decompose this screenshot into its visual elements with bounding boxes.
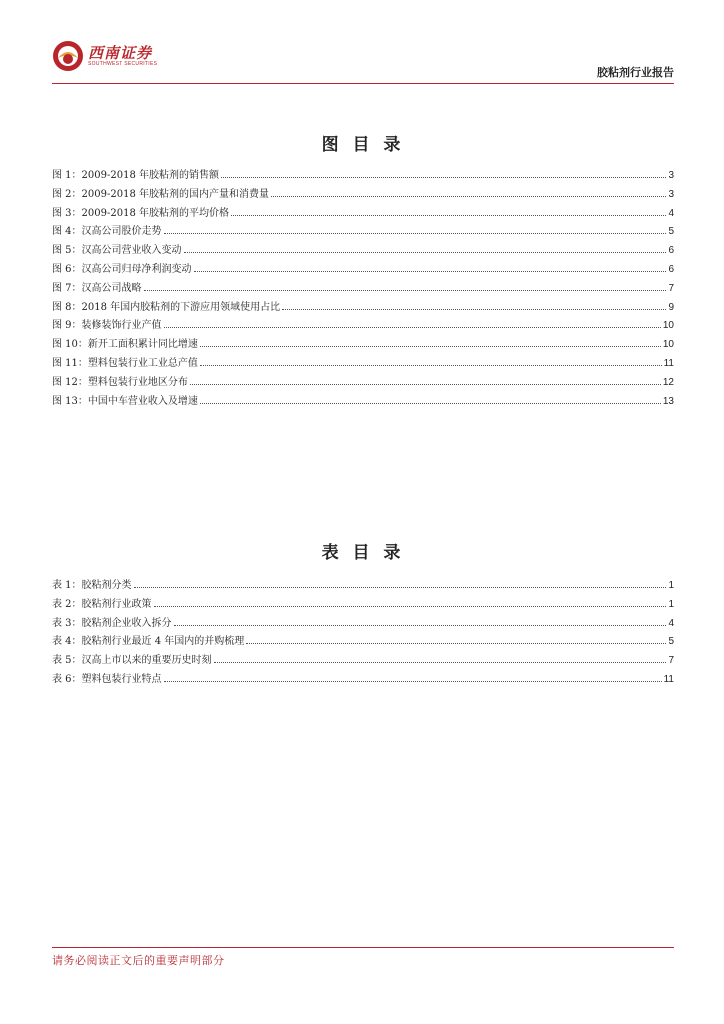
logo-chinese-name: 西南证券 [88, 43, 153, 62]
dot-leader [200, 345, 661, 347]
figure-toc-entry-page: 9 [668, 301, 674, 313]
table-toc-entry-label: 表 5：汉高上市以来的重要历史时刻 [52, 655, 212, 667]
figure-toc-entry-page: 3 [668, 188, 674, 200]
figure-toc-entry-page: 11 [663, 357, 674, 369]
figure-toc-entry[interactable] [52, 335, 674, 354]
figure-toc-entry-page: 10 [662, 339, 674, 351]
figure-toc-entry[interactable] [52, 241, 674, 260]
table-toc-entry-page: 7 [668, 655, 674, 667]
figure-toc-entry[interactable] [52, 354, 674, 373]
figure-toc-entry-label: 图 7：汉高公司战略 [52, 282, 142, 294]
table-toc-entry-page: 4 [668, 617, 674, 629]
figure-toc-entry-page: 12 [662, 376, 674, 388]
dot-leader [282, 308, 666, 310]
figure-toc-entry-label: 图 9：装修装饰行业产值 [52, 320, 162, 332]
figures-toc [52, 166, 674, 410]
figure-toc-entry-label: 图 3：2009-2018 年胶粘剂的平均价格 [52, 207, 229, 219]
dot-leader [214, 661, 667, 663]
figure-toc-entry[interactable] [52, 204, 674, 223]
figure-toc-entry-page: 4 [668, 207, 674, 219]
figure-toc-entry[interactable] [52, 392, 674, 411]
figure-toc-entry-page: 10 [662, 320, 674, 332]
table-toc-entry-page: 1 [668, 598, 674, 610]
figure-toc-entry[interactable] [52, 185, 674, 204]
dot-leader [190, 383, 661, 385]
figure-toc-entry-page: 7 [668, 282, 674, 294]
dot-leader [144, 289, 667, 291]
table-toc-entry-label: 表 3：胶粘剂企业收入拆分 [52, 617, 172, 629]
figure-toc-entry-page: 6 [668, 245, 674, 257]
figure-toc-entry-label: 图 1：2009-2018 年胶粘剂的销售额 [52, 170, 219, 181]
table-toc-entry[interactable] [52, 670, 674, 689]
figure-toc-entry-label: 图 12：塑料包装行业地区分布 [52, 376, 188, 388]
figure-toc-entry-page: 5 [668, 226, 674, 238]
table-toc-entry-label: 表 1：胶粘剂分类 [52, 580, 132, 591]
table-toc-entry[interactable] [52, 632, 674, 651]
dot-leader [200, 364, 662, 366]
table-toc-entry[interactable] [52, 651, 674, 670]
figure-toc-entry-label: 图 8：2018 年国内胶粘剂的下游应用领域使用占比 [52, 301, 281, 313]
dot-leader [134, 586, 667, 588]
figure-toc-entry-label: 图 10：新开工面积累计同比增速 [52, 339, 198, 351]
dot-leader [200, 402, 661, 404]
figure-toc-entry[interactable] [52, 373, 674, 392]
table-toc-entry-page: 11 [663, 673, 674, 685]
dot-leader [231, 214, 666, 216]
figure-toc-entry[interactable] [52, 166, 674, 185]
logo-icon [52, 40, 84, 72]
figure-toc-entry-page: 3 [668, 170, 674, 181]
figure-toc-entry-label: 图 11：塑料包装行业工业总产值 [52, 357, 198, 369]
dot-leader [184, 251, 667, 253]
dot-leader [174, 624, 667, 626]
table-toc-entry-page: 1 [668, 580, 674, 591]
table-toc-entry-label: 表 6：塑料包装行业特点 [52, 673, 162, 685]
figure-toc-entry-label: 图 4：汉高公司股价走势 [52, 226, 162, 238]
dot-leader [164, 326, 661, 328]
tables-toc-title: 表 目 录 [321, 543, 405, 563]
dot-leader [154, 605, 667, 607]
dot-leader [164, 232, 667, 234]
company-logo [52, 40, 157, 72]
figure-toc-entry[interactable] [52, 316, 674, 335]
figure-toc-entry[interactable] [52, 298, 674, 317]
figures-toc-title: 图 目 录 [321, 135, 405, 155]
figure-toc-entry[interactable] [52, 222, 674, 241]
table-toc-entry[interactable] [52, 595, 674, 614]
header-divider [52, 83, 674, 84]
footer-disclaimer: 请务必阅读正文后的重要声明部分 [52, 954, 225, 967]
dot-leader [271, 195, 666, 197]
figure-toc-entry-label: 图 13：中国中车营业收入及增速 [52, 395, 198, 407]
figure-toc-entry-label: 图 2：2009-2018 年胶粘剂的国内产量和消费量 [52, 188, 269, 200]
figure-toc-entry-page: 6 [668, 263, 674, 275]
page-header [52, 40, 674, 82]
footer-divider [52, 947, 674, 948]
figure-toc-entry[interactable] [52, 260, 674, 279]
dot-leader [246, 642, 666, 644]
dot-leader [221, 176, 666, 178]
figure-toc-entry-label: 图 6：汉高公司归母净利润变动 [52, 263, 192, 275]
logo-english-name: SOUTHWEST SECURITIES [88, 60, 158, 67]
report-title: 胶粘剂行业报告 [597, 66, 674, 79]
table-toc-entry-page: 5 [668, 636, 674, 648]
figure-toc-entry-label: 图 5：汉高公司营业收入变动 [52, 245, 182, 257]
dot-leader [164, 680, 662, 682]
tables-toc [52, 576, 674, 689]
table-toc-entry-label: 表 4：胶粘剂行业最近 4 年国内的并购梳理 [52, 636, 245, 648]
table-toc-entry[interactable] [52, 614, 674, 633]
dot-leader [194, 270, 667, 272]
table-toc-entry[interactable] [52, 576, 674, 595]
table-toc-entry-label: 表 2：胶粘剂行业政策 [52, 598, 152, 610]
figure-toc-entry[interactable] [52, 279, 674, 298]
figure-toc-entry-page: 13 [662, 395, 674, 407]
